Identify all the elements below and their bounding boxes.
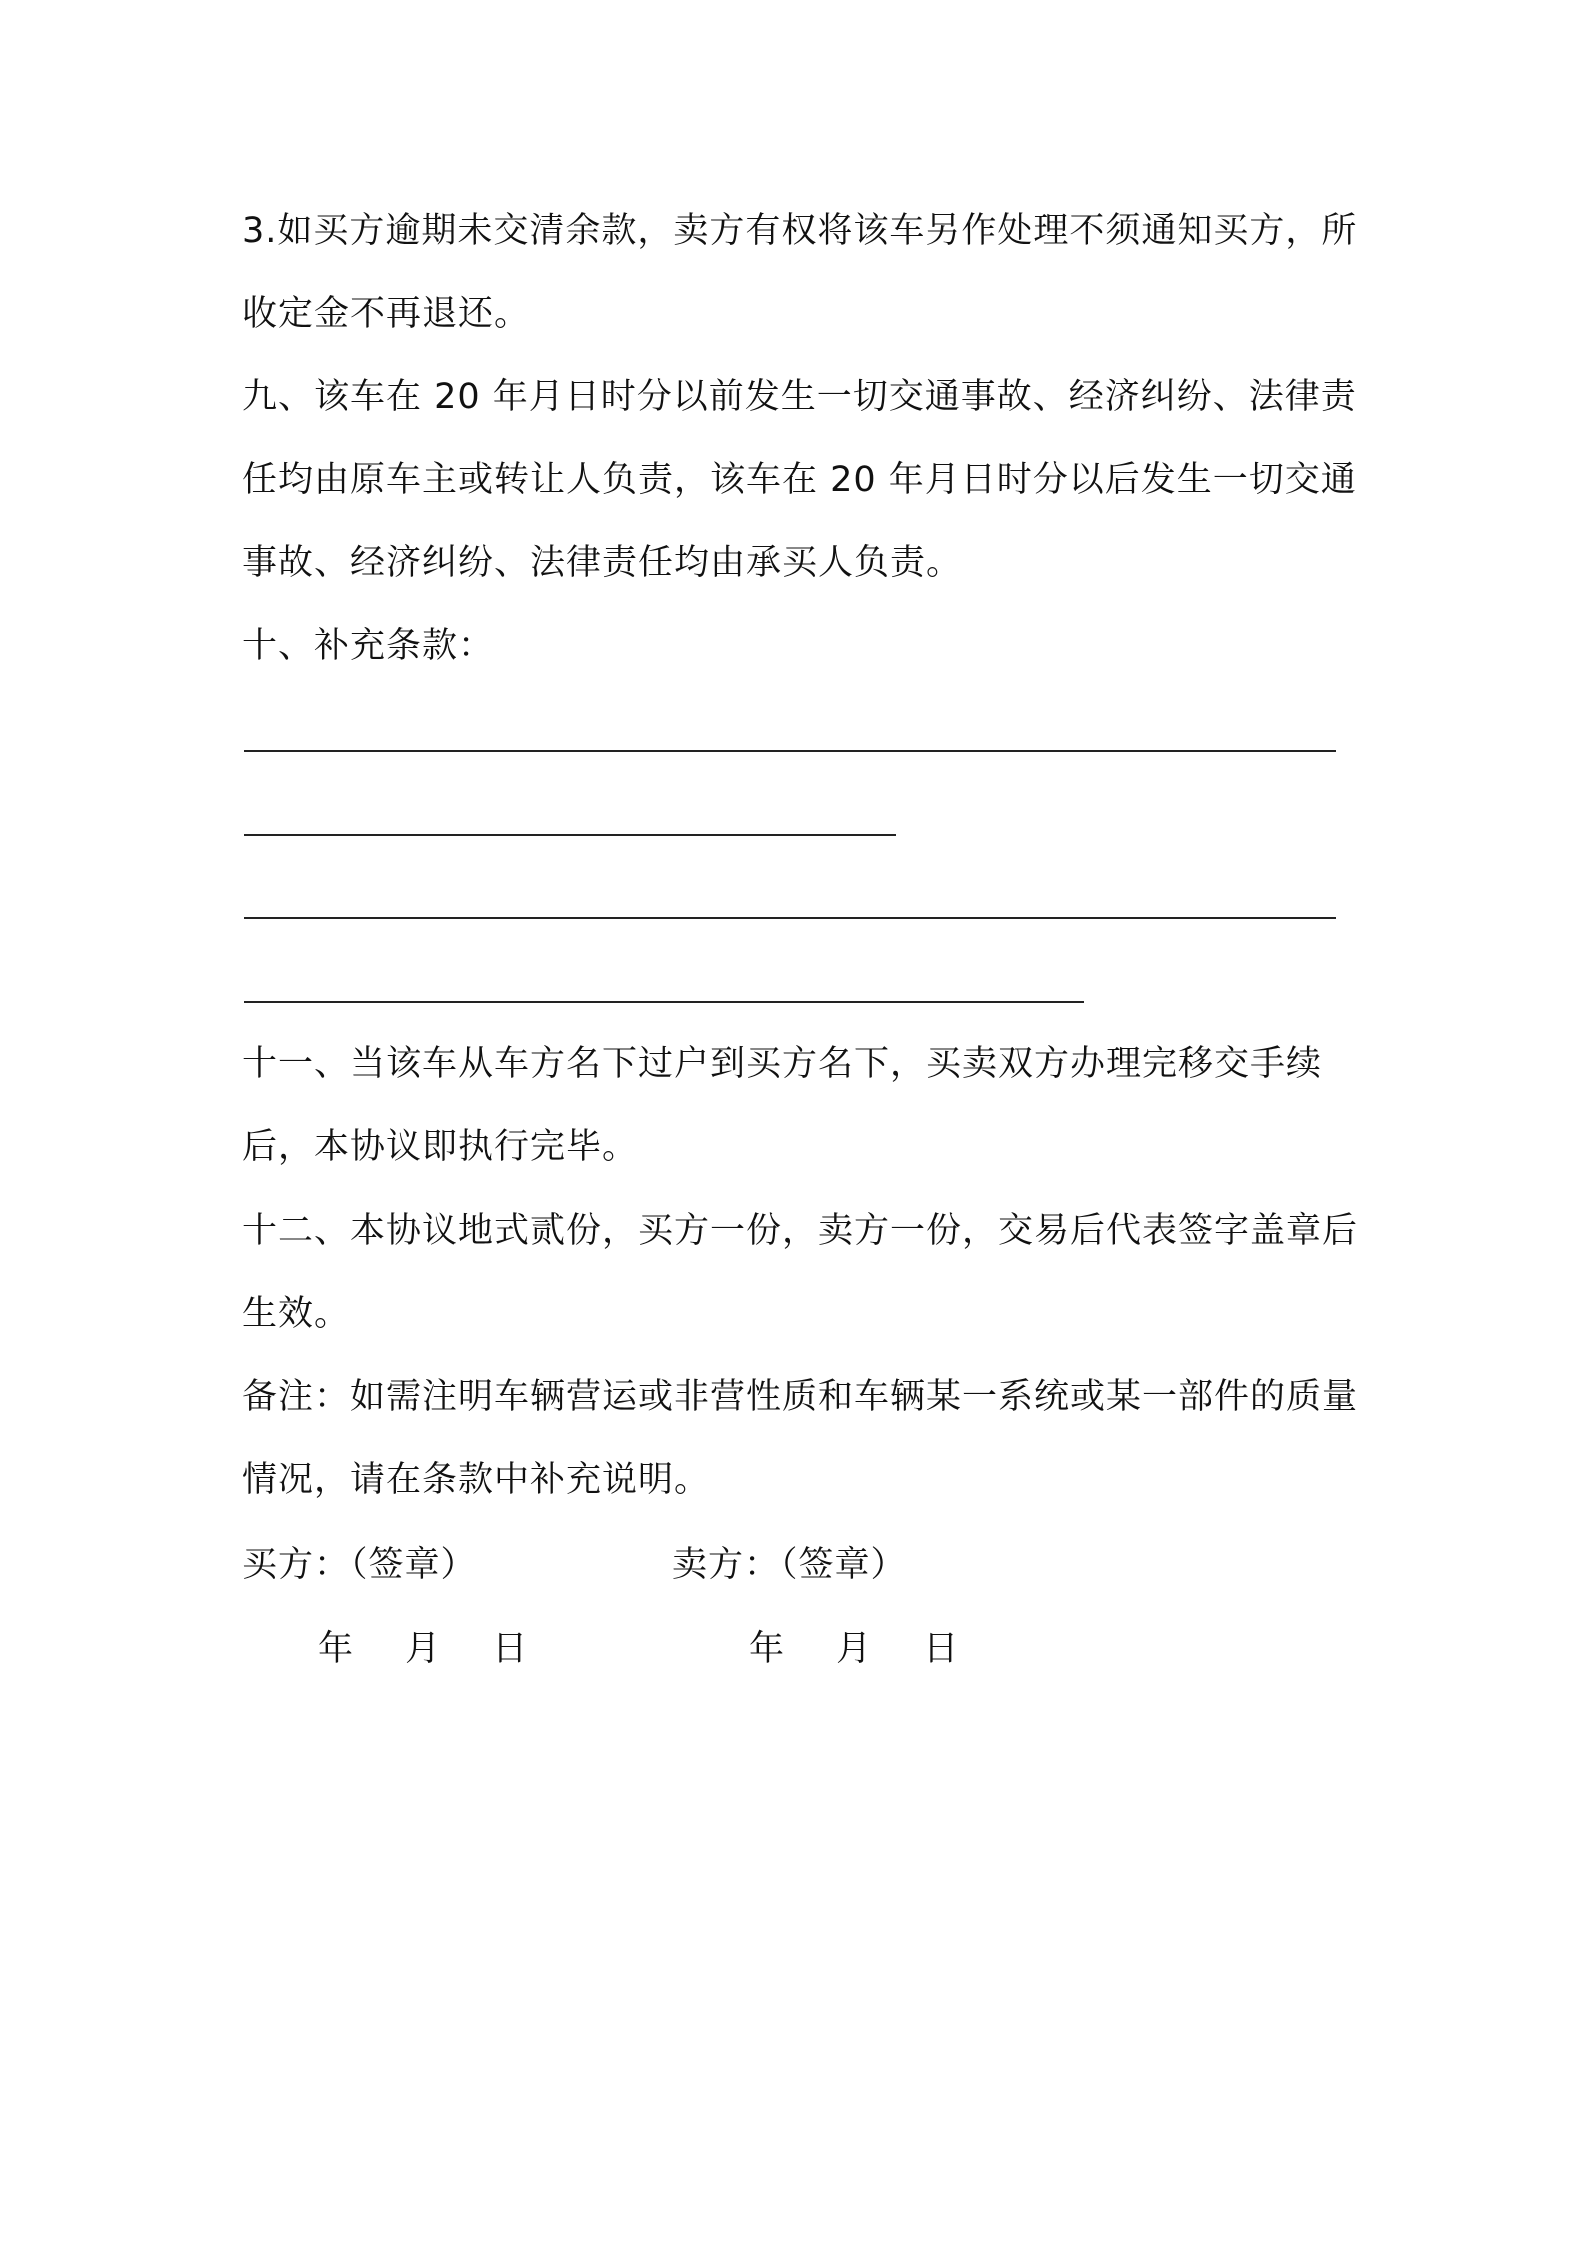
clause-10-heading: 十、补充条款： [242, 626, 495, 666]
remark-note: 备注：如需注明车辆营运或非营性质和车辆某一系统或某一部件的质量情况，请在条款中补充说明。 [242, 1377, 1359, 1500]
seller-signature-label: 卖方：（签章） [672, 1545, 907, 1585]
buyer-date-day: 日 [492, 1629, 528, 1669]
blank-line-4 [244, 1001, 1084, 1003]
buyer-date-month: 月 [405, 1629, 441, 1669]
buyer-date-year: 年 [318, 1629, 354, 1669]
seller-date-year: 年 [749, 1629, 785, 1669]
clause-11: 十一、当该车从车方名下过户到买方名下，买卖双方办理完移交手续后，本协议即执行完毕。 [242, 1044, 1323, 1167]
buyer-signature-label: 买方：（签章） [242, 1545, 477, 1585]
blank-line-3 [244, 917, 1336, 919]
blank-line-2 [244, 834, 896, 836]
clause-8-item-3: 3.如买方逾期未交清余款，卖方有权将该车另作处理不须通知买方，所收定金不再退还。 [242, 211, 1358, 334]
blank-line-1 [244, 750, 1336, 752]
clause-12: 十二、本协议地式贰份，买方一份，卖方一份，交易后代表签字盖章后生效。 [242, 1211, 1359, 1334]
buyer-date [318, 1624, 527, 1674]
seller-date [749, 1624, 958, 1674]
seller-date-day: 日 [923, 1629, 959, 1669]
clause-9: 九、该车在 20 年月日时分以前发生一切交通事故、经济纠纷、法律责任均由原车主或转让人负责，该车在 20 年月日时分以后发生一切交通事故、经济纠纷、法律责任均由承买人负责。 [242, 377, 1357, 583]
seller-date-month: 月 [836, 1629, 872, 1669]
